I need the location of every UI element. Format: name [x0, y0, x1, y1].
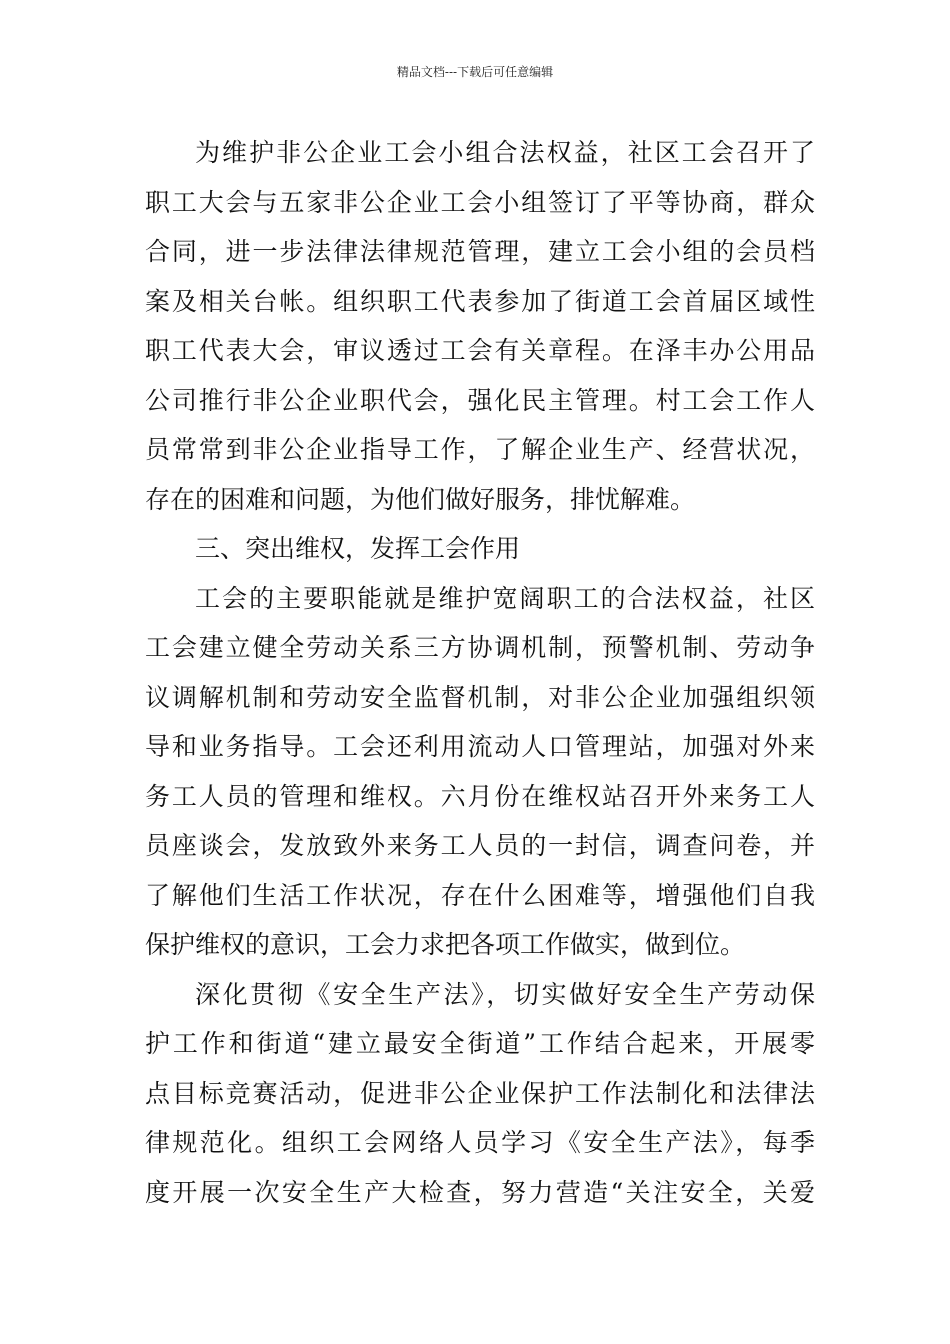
text-line: 度开展一次安全生产大检查，努力营造“关注安全，关爱 — [145, 1177, 815, 1207]
text-line: 议调解机制和劳动安全监督机制，对非公企业加强组织领 — [145, 682, 815, 712]
text-line: 三、突出维权，发挥工会作用 — [195, 534, 521, 563]
text-line: 务工人员的管理和维权。六月份在维权站召开外来务工人 — [145, 781, 815, 811]
text-line: 工会的主要职能就是维护宽阔职工的合法权益，社区 — [195, 583, 815, 613]
text-line: 深化贯彻《安全生产法》，切实做好安全生产劳动保 — [195, 979, 815, 1009]
text-line: 为维护非公企业工会小组合法权益，社区工会召开了 — [195, 138, 815, 167]
text-line: 护工作和街道“建立最安全街道”工作结合起来，开展零 — [145, 1029, 815, 1058]
text-line: 员座谈会，发放致外来务工人员的一封信，调查问卷，并 — [145, 831, 815, 860]
text-line: 职工大会与五家非公企业工会小组签订了平等协商，群众 — [145, 187, 815, 217]
text-line: 导和业务指导。工会还利用流动人口管理站，加强对外来 — [145, 732, 815, 761]
text-line: 保护维权的意识，工会力求把各项工作做实，做到位。 — [145, 930, 746, 959]
text-line: 职工代表大会，审议透过工会有关章程。在泽丰办公用品 — [145, 336, 815, 365]
page-header: 精品文档---下载后可任意编辑 — [396, 65, 554, 79]
text-line: 工会建立健全劳动关系三方协调机制，预警机制、劳动争 — [145, 633, 815, 662]
document-body — [145, 128, 815, 1217]
text-line: 公司推行非公企业职代会，强化民主管理。村工会工作人 — [145, 385, 815, 415]
text-line: 点目标竞赛活动，促进非公企业保护工作法制化和法律法 — [145, 1078, 815, 1108]
text-line: 存在的困难和问题，为他们做好服务，排忧解难。 — [145, 484, 696, 514]
text-line: 了解他们生活工作状况，存在什么困难等，增强他们自我 — [145, 880, 815, 910]
text-line: 员常常到非公企业指导工作，了解企业生产、经营状况， — [145, 435, 815, 464]
text-line: 案及相关台帐。组织职工代表参加了街道工会首届区域性 — [145, 286, 815, 316]
text-line: 律规范化。组织工会网络人员学习《安全生产法》，每季 — [145, 1128, 815, 1157]
text-line: 合同，进一步法律法律规范管理，建立工会小组的会员档 — [145, 237, 815, 266]
